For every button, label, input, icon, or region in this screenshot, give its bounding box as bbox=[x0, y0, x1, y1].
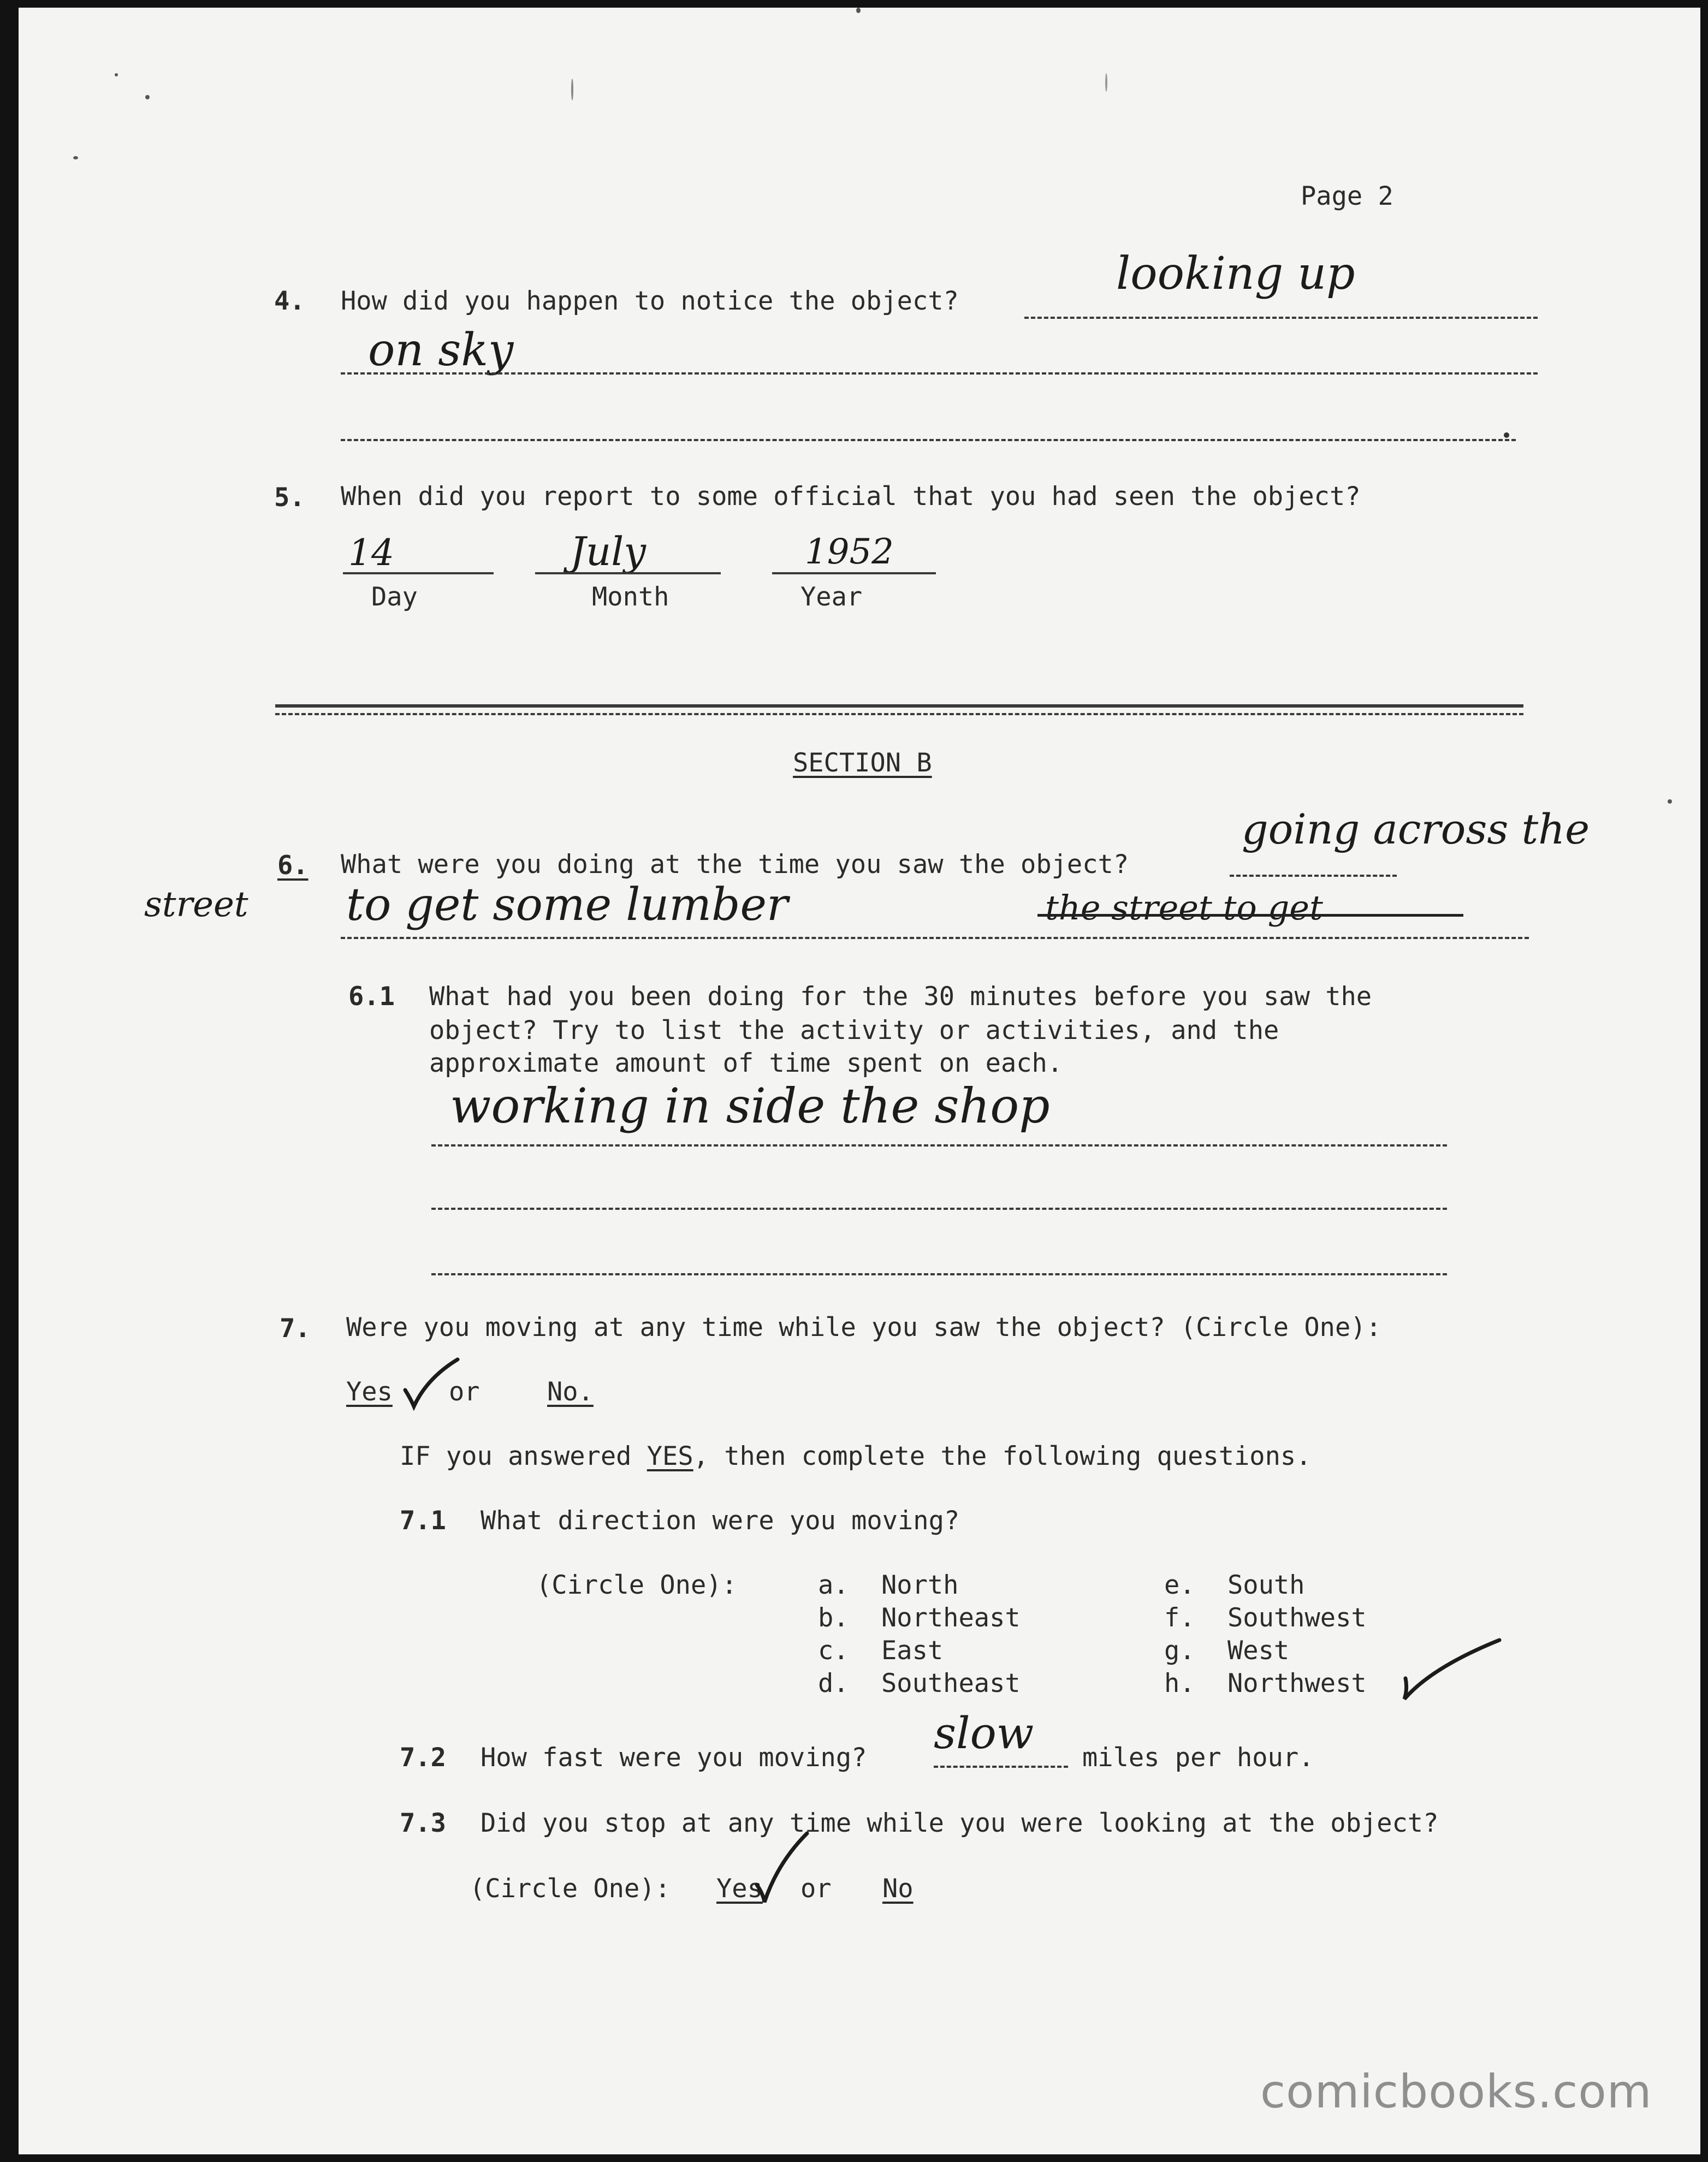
direction-option-f-letter: f. bbox=[1164, 1603, 1195, 1633]
q7-instruction-yes: YES bbox=[647, 1441, 693, 1471]
q4-handwritten-answer-1: looking up bbox=[1116, 248, 1355, 300]
q6-1-number: 6.1 bbox=[348, 982, 395, 1012]
q7-1-circle-label: (Circle One): bbox=[536, 1570, 737, 1600]
q6-struck-text: the street to get bbox=[1045, 888, 1323, 928]
q5-day-line bbox=[343, 572, 494, 574]
direction-option-f-label: Southwest bbox=[1227, 1603, 1367, 1633]
q5-year-label: Year bbox=[800, 582, 863, 612]
form-page bbox=[19, 8, 1700, 2154]
q6-handwritten-answer-1: going across the bbox=[1242, 805, 1590, 853]
scan-speck bbox=[1105, 73, 1107, 92]
q7-2-suffix: miles per hour. bbox=[1082, 1743, 1314, 1773]
q5-year-line bbox=[772, 572, 936, 574]
q6-strikethrough bbox=[1037, 914, 1463, 917]
direction-option-e-label: South bbox=[1227, 1570, 1305, 1600]
q7-2-number: 7.2 bbox=[400, 1743, 446, 1773]
page-number: Page 2 bbox=[1301, 181, 1393, 211]
direction-option-c-letter: c. bbox=[818, 1636, 849, 1666]
q7-2-question: How fast were you moving? bbox=[481, 1743, 867, 1773]
q5-month-label: Month bbox=[592, 582, 669, 612]
q7-instruction-prefix bbox=[400, 1441, 1312, 1471]
q6-1-answer-line-3 bbox=[431, 1273, 1447, 1275]
scan-speck bbox=[571, 79, 573, 100]
direction-option-d-label: Southeast bbox=[881, 1668, 1021, 1698]
direction-option-e-letter: e. bbox=[1164, 1570, 1195, 1600]
q5-day-answer: 14 bbox=[348, 532, 394, 574]
q7-1-number: 7.1 bbox=[400, 1506, 446, 1536]
q5-number: 5. bbox=[274, 483, 305, 513]
q7-or-text: or bbox=[449, 1377, 480, 1407]
q7-2-answer-line bbox=[934, 1766, 1068, 1768]
q7-no-option: No. bbox=[547, 1377, 594, 1407]
q5-month-line bbox=[535, 572, 721, 574]
q6-1-handwritten-answer: working in side the shop bbox=[450, 1078, 1050, 1134]
section-divider-bottom bbox=[275, 713, 1523, 715]
q7-instruction-tail: , then complete the following questions. bbox=[693, 1441, 1312, 1471]
direction-option-g-label: West bbox=[1227, 1636, 1290, 1666]
q6-question: What were you doing at the time you saw the object? bbox=[341, 850, 1129, 880]
scan-speck bbox=[145, 95, 150, 99]
q7-yes-option: Yes bbox=[346, 1377, 393, 1407]
q4-end-period bbox=[1504, 432, 1509, 438]
q7-3-circle-label: (Circle One): bbox=[470, 1874, 671, 1904]
q6-answer-line-2 bbox=[341, 937, 1529, 939]
direction-option-b-label: Northeast bbox=[881, 1603, 1021, 1633]
q6-1-answer-line-2 bbox=[431, 1208, 1447, 1210]
q7-instruction-lead: IF you answered bbox=[400, 1441, 632, 1471]
q4-number: 4. bbox=[274, 286, 305, 316]
direction-option-c-label: East bbox=[881, 1636, 944, 1666]
q7-3-yes-option: Yes bbox=[716, 1874, 763, 1904]
q4-answer-line-3 bbox=[341, 439, 1516, 441]
q7-3-no-option: No bbox=[882, 1874, 914, 1904]
q6-number: 6. bbox=[277, 851, 309, 881]
q6-1-question-line-3: approximate amount of time spent on each. bbox=[429, 1048, 1063, 1078]
q6-1-answer-line-1 bbox=[431, 1144, 1447, 1147]
direction-option-h-letter: h. bbox=[1164, 1668, 1195, 1698]
q4-answer-line-1 bbox=[1024, 317, 1538, 319]
direction-option-h-label: Northwest bbox=[1227, 1668, 1367, 1698]
q6-answer-line-1 bbox=[1230, 875, 1397, 877]
q6-1-question-line-1: What had you been doing for the 30 minutes before you saw the bbox=[429, 982, 1372, 1012]
q7-number: 7. bbox=[280, 1314, 311, 1344]
direction-option-b-letter: b. bbox=[818, 1603, 849, 1633]
q4-question: How did you happen to notice the object? bbox=[341, 286, 959, 316]
direction-option-g-letter: g. bbox=[1164, 1636, 1195, 1666]
q7-question: Were you moving at any time while you saw the object? (Circle One): bbox=[346, 1312, 1381, 1343]
section-divider-top bbox=[275, 704, 1523, 708]
q5-month-answer: July bbox=[570, 528, 646, 574]
scan-speck bbox=[115, 73, 118, 76]
q6-1-question-line-2: object? Try to list the activity or activities, and the bbox=[429, 1015, 1279, 1046]
q7-3-question: Did you stop at any time while you were looking at the object? bbox=[481, 1808, 1439, 1838]
scan-speck bbox=[73, 156, 78, 159]
q7-3-number: 7.3 bbox=[400, 1808, 446, 1838]
site-watermark: comicbooks.com bbox=[1260, 2065, 1652, 2118]
section-title: SECTION B bbox=[793, 748, 932, 778]
direction-option-a-label: North bbox=[881, 1570, 959, 1600]
q6-margin-word: street bbox=[144, 884, 248, 925]
q7-1-question: What direction were you moving? bbox=[481, 1506, 960, 1536]
q5-day-label: Day bbox=[371, 582, 418, 612]
q4-answer-line-2 bbox=[341, 372, 1538, 375]
q5-question: When did you report to some official that you had seen the object? bbox=[341, 482, 1361, 512]
direction-option-a-letter: a. bbox=[818, 1570, 849, 1600]
direction-option-d-letter: d. bbox=[818, 1668, 849, 1698]
q5-year-answer: 1952 bbox=[805, 532, 894, 572]
q6-handwritten-answer-2: to get some lumber bbox=[346, 879, 788, 931]
scan-speck bbox=[856, 8, 861, 13]
q7-2-handwritten-answer: slow bbox=[934, 1708, 1034, 1759]
q4-handwritten-answer-2: on sky bbox=[368, 324, 514, 376]
northwest-checkmark bbox=[1399, 1635, 1503, 1706]
scan-speck bbox=[1668, 799, 1672, 804]
q7-3-or-text: or bbox=[800, 1874, 832, 1904]
